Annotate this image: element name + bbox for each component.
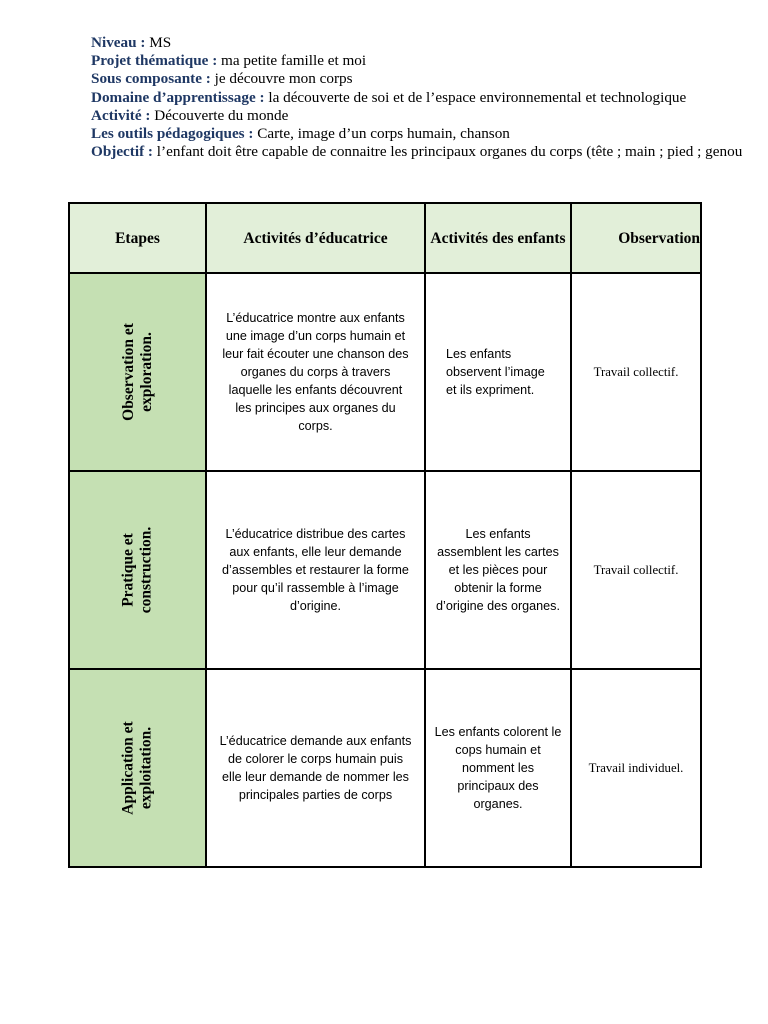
header-activites-educatrice: Activités d’éducatrice <box>206 203 425 273</box>
projet-value: ma petite famille et moi <box>221 52 367 70</box>
stage-label <box>119 323 155 421</box>
lesson-info <box>91 34 761 161</box>
educatrice-text: L’éducatrice distribue des cartes aux enfants, elle leur demande d’assembles et restaurer la forme pour qu’il rassemble à l’image d’origine. <box>222 527 409 613</box>
niveau-line <box>91 34 761 52</box>
projet-line <box>91 52 761 70</box>
activite-value: Découverte du monde <box>154 106 289 124</box>
objectif-line <box>91 143 761 161</box>
outils-value: Carte, image d’un corps humain, chanson <box>257 125 510 143</box>
stage-label-line-2: exploration. <box>137 332 155 412</box>
domaine-line <box>91 89 761 107</box>
header-etapes: Etapes <box>69 203 206 273</box>
stage-label-line-1: Application et <box>119 721 137 815</box>
educatrice-cell <box>206 669 425 867</box>
objectif-label: Objectif : <box>91 143 153 161</box>
enfants-text: Les enfants colorent le cops humain et nomment les principaux des organes. <box>434 725 562 811</box>
activite-label: Activité : <box>91 106 151 124</box>
table-row <box>69 273 701 471</box>
sous-composante-line <box>91 70 761 88</box>
observation-cell: Travail individuel. <box>571 669 701 867</box>
outils-label: Les outils pédagogiques : <box>91 125 254 143</box>
table-header-row <box>69 203 701 273</box>
sous-composante-value: je découvre mon corps <box>214 70 353 88</box>
observation-cell: Travail collectif. <box>571 471 701 669</box>
stage-cell <box>69 669 206 867</box>
projet-label: Projet thématique : <box>91 52 218 70</box>
enfants-cell <box>425 273 571 471</box>
stage-label <box>120 721 156 814</box>
header-observation: Observation <box>571 203 701 273</box>
stage-label-line-1: Pratique et <box>119 533 137 607</box>
activite-line <box>91 107 761 125</box>
outils-line <box>91 125 761 143</box>
stage-cell <box>69 273 206 471</box>
educatrice-cell <box>206 471 425 669</box>
educatrice-cell <box>206 273 425 471</box>
domaine-label: Domaine d’apprentissage : <box>91 88 265 106</box>
stage-label-line-2: construction. <box>137 526 155 614</box>
stage-cell <box>69 471 206 669</box>
table-row <box>69 471 701 669</box>
stage-label <box>119 527 155 614</box>
enfants-cell <box>425 471 571 669</box>
stage-label-line-2: exploitation. <box>137 726 155 810</box>
enfants-text: Les enfants observent l’image et ils expriment. <box>446 347 545 397</box>
niveau-label: Niveau : <box>91 34 146 51</box>
domaine-value: la découverte de soi et de l’espace environnemental et technologique <box>268 88 687 106</box>
header-activites-enfants: Activités des enfants <box>425 203 571 273</box>
niveau-value: MS <box>149 34 172 51</box>
lesson-table <box>68 202 702 868</box>
table-row <box>69 669 701 867</box>
enfants-text: Les enfants assemblent les cartes et les pièces pour obtenir la forme d’origine des organes. <box>436 527 560 613</box>
stage-label-line-1: Observation et <box>119 323 137 421</box>
observation-cell: Travail collectif. <box>571 273 701 471</box>
educatrice-text: L’éducatrice montre aux enfants une image d’un corps humain et leur fait écouter une chanson des organes du corps à travers laquelle les enfants découvrent les principes aux organes du corps. <box>222 311 409 433</box>
educatrice-text: L’éducatrice demande aux enfants de colorer le corps humain puis elle leur demande de nommer les principales parties de corps <box>219 734 412 802</box>
objectif-value: l’enfant doit être capable de connaitre les principaux organes du corps (tête ; main ; pied ; genou <box>156 143 743 161</box>
enfants-cell <box>425 669 571 867</box>
sous-composante-label: Sous composante : <box>91 70 211 88</box>
